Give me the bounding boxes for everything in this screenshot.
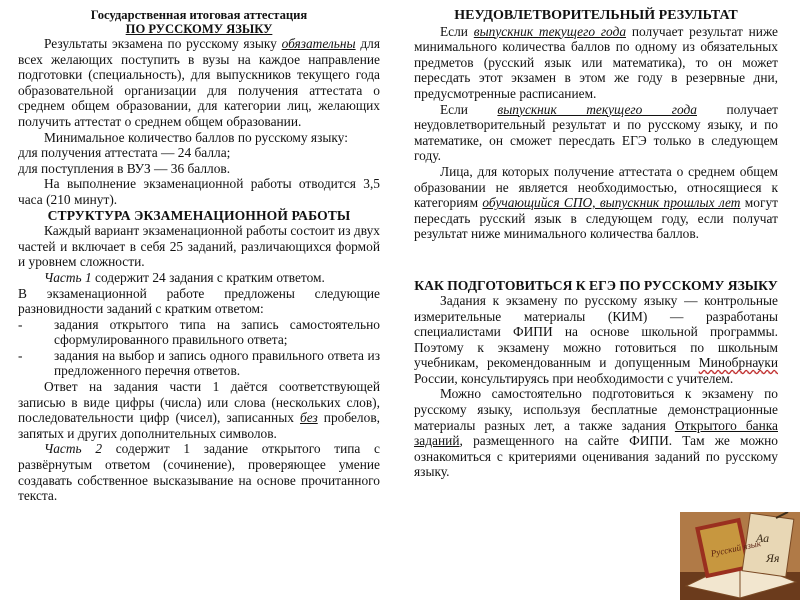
- fail-3-emphasis: обучающийся СПО, выпускник прошлых лет: [482, 195, 741, 211]
- book-letters-1: Аа: [756, 531, 770, 545]
- fail-1-text-a: Если: [440, 23, 474, 39]
- min-score-certificate: для получения аттестата — 24 балла;: [18, 145, 231, 161]
- header-line-2: [18, 22, 380, 36]
- prep-2-text-a: Можно самостоятельно подготовиться к экзамену по русскому языку, используя бесплатные демонстрационные материалы разных лет, а также задания: [414, 386, 778, 433]
- list-item: [18, 348, 380, 379]
- intro-text-b: для всех желающих поступить в вузы на каждое направление подготовки (специальность), для выпускников текущего года образовательной организации для получения аттестата о среднем общем образовании, для категории лиц, желающих получить аттестат о среднем общем образовании.: [18, 36, 380, 129]
- books-illustration-icon: [680, 512, 800, 600]
- prep-1-text-a: Задания к экзамену по русскому языку — контрольные измерительные материалы (КИМ) — разработаны специалистами ФИПИ на основе школьной программы. Поэтому к экзамену можно готовиться по школьным учебникам, рекомендованным и допущенным: [414, 292, 778, 371]
- duration-paragraph: На выполнение экзаменационной работы отводится 3,5 часа (210 минут).: [18, 176, 380, 207]
- list-item-text: задания на выбор и запись одного правильного ответа из предложенного перечня ответов.: [54, 347, 380, 379]
- book-letters-2: Яя: [766, 551, 780, 565]
- answer-format-text-a: Ответ на задания части 1 даётся соответствующей записью в виде цифры (числа) или слова (нескольких слов), последовательности цифр (чисел), записанных: [18, 379, 380, 426]
- structure-heading: СТРУКТУРА ЭКЗАМЕНАЦИОННОЙ РАБОТЫ: [47, 207, 351, 223]
- fail-1-emphasis: выпускник текущего года: [473, 23, 627, 39]
- list-item-text: задания открытого типа на запись самостоятельно сформулированного правильного ответа;: [54, 316, 380, 348]
- fail-paragraph-1: [414, 24, 778, 102]
- header-line-2-text: ПО РУССКОМУ ЯЗЫКУ: [125, 22, 273, 36]
- fail-3-text-a: Лица, для которых получение аттестата о среднем общем образовании не является необходимостью, относящиеся к категориям: [414, 163, 778, 211]
- intro-paragraph: [18, 36, 380, 130]
- bullet-mark: -: [18, 316, 23, 332]
- spacer: [414, 242, 778, 278]
- fail-heading: НЕУДОВЛЕТВОРИТЕЛЬНЫЙ РЕЗУЛЬТАТ: [454, 8, 738, 23]
- book-text: Русский язык: [709, 538, 762, 559]
- open-bank-link[interactable]: Открытого банка заданий: [414, 417, 778, 449]
- task-types-paragraph: В экзаменационной работе предложены следующие разновидности заданий с кратким ответом:: [18, 285, 380, 317]
- fail-1-text-b: получает результат ниже минимального количества баллов по одному из обязательных предметов (русский язык или математика), то он может пересдать этот экзамен в этом же году в резервные дни, предусмотренные расписанием.: [414, 23, 778, 101]
- bullet-mark: -: [18, 347, 23, 363]
- answer-format-paragraph: [18, 379, 380, 441]
- list-item: [18, 317, 380, 348]
- min-score-university: для поступления в ВУЗ — 36 баллов.: [18, 160, 231, 176]
- prep-1-text-b: России, консультируясь при необходимости с учителем.: [414, 370, 734, 386]
- ministry-name: Минобрнауки: [698, 355, 778, 371]
- fail-2-emphasis: выпускник текущего года: [497, 101, 697, 117]
- intro-text-a: Результаты экзамена по русскому языку: [44, 36, 282, 51]
- part2-text: содержит 1 задание открытого типа с развёрнутым ответом (сочинение), проверяющее умение создавать собственное высказывание на основе прочитанного текста.: [18, 441, 381, 504]
- prep-paragraph-1: [414, 293, 778, 387]
- header-line-1: Государственная итоговая аттестация: [90, 8, 308, 22]
- prep-paragraph-2: [414, 386, 778, 480]
- right-column: [414, 8, 778, 480]
- part2-paragraph: [18, 441, 380, 503]
- min-score-paragraph: Минимальное количество баллов по русскому языку:: [44, 129, 348, 145]
- part1-paragraph: [18, 270, 380, 286]
- fail-2-text-b: получает неудовлетворительный результат и по русскому языку, и по математике, он сможет пересдать ЕГЭ только в следующем году.: [414, 101, 778, 164]
- answer-format-emphasis: без: [299, 410, 318, 426]
- part1-label: Часть 1: [44, 269, 92, 285]
- structure-paragraph: Каждый вариант экзаменационной работы состоит из двух частей и включает в себя 25 заданий, различающихся формой и уровнем сложности.: [18, 223, 380, 270]
- fail-paragraph-3: [414, 164, 778, 242]
- part2-label: Часть 2: [44, 441, 103, 457]
- part1-text: содержит 24 задания с кратким ответом.: [91, 269, 325, 285]
- prep-heading: КАК ПОДГОТОВИТЬСЯ К ЕГЭ ПО РУССКОМУ ЯЗЫКУ: [414, 277, 778, 293]
- answer-format-text-b: пробелов, запятых и других дополнительных символов.: [18, 410, 380, 441]
- fail-3-text-b: могут пересдать русский язык в следующем году, если получат результат ниже минимального количества баллов.: [414, 195, 778, 242]
- fail-2-text-a: Если: [440, 101, 498, 117]
- prep-2-text-b: , размещенного на сайте ФИПИ. Там же можно ознакомиться с критериями оценивания заданий по русскому языку.: [414, 433, 778, 480]
- fail-paragraph-2: [414, 102, 778, 164]
- intro-emphasis: обязательны: [281, 36, 356, 51]
- left-column: [18, 8, 380, 504]
